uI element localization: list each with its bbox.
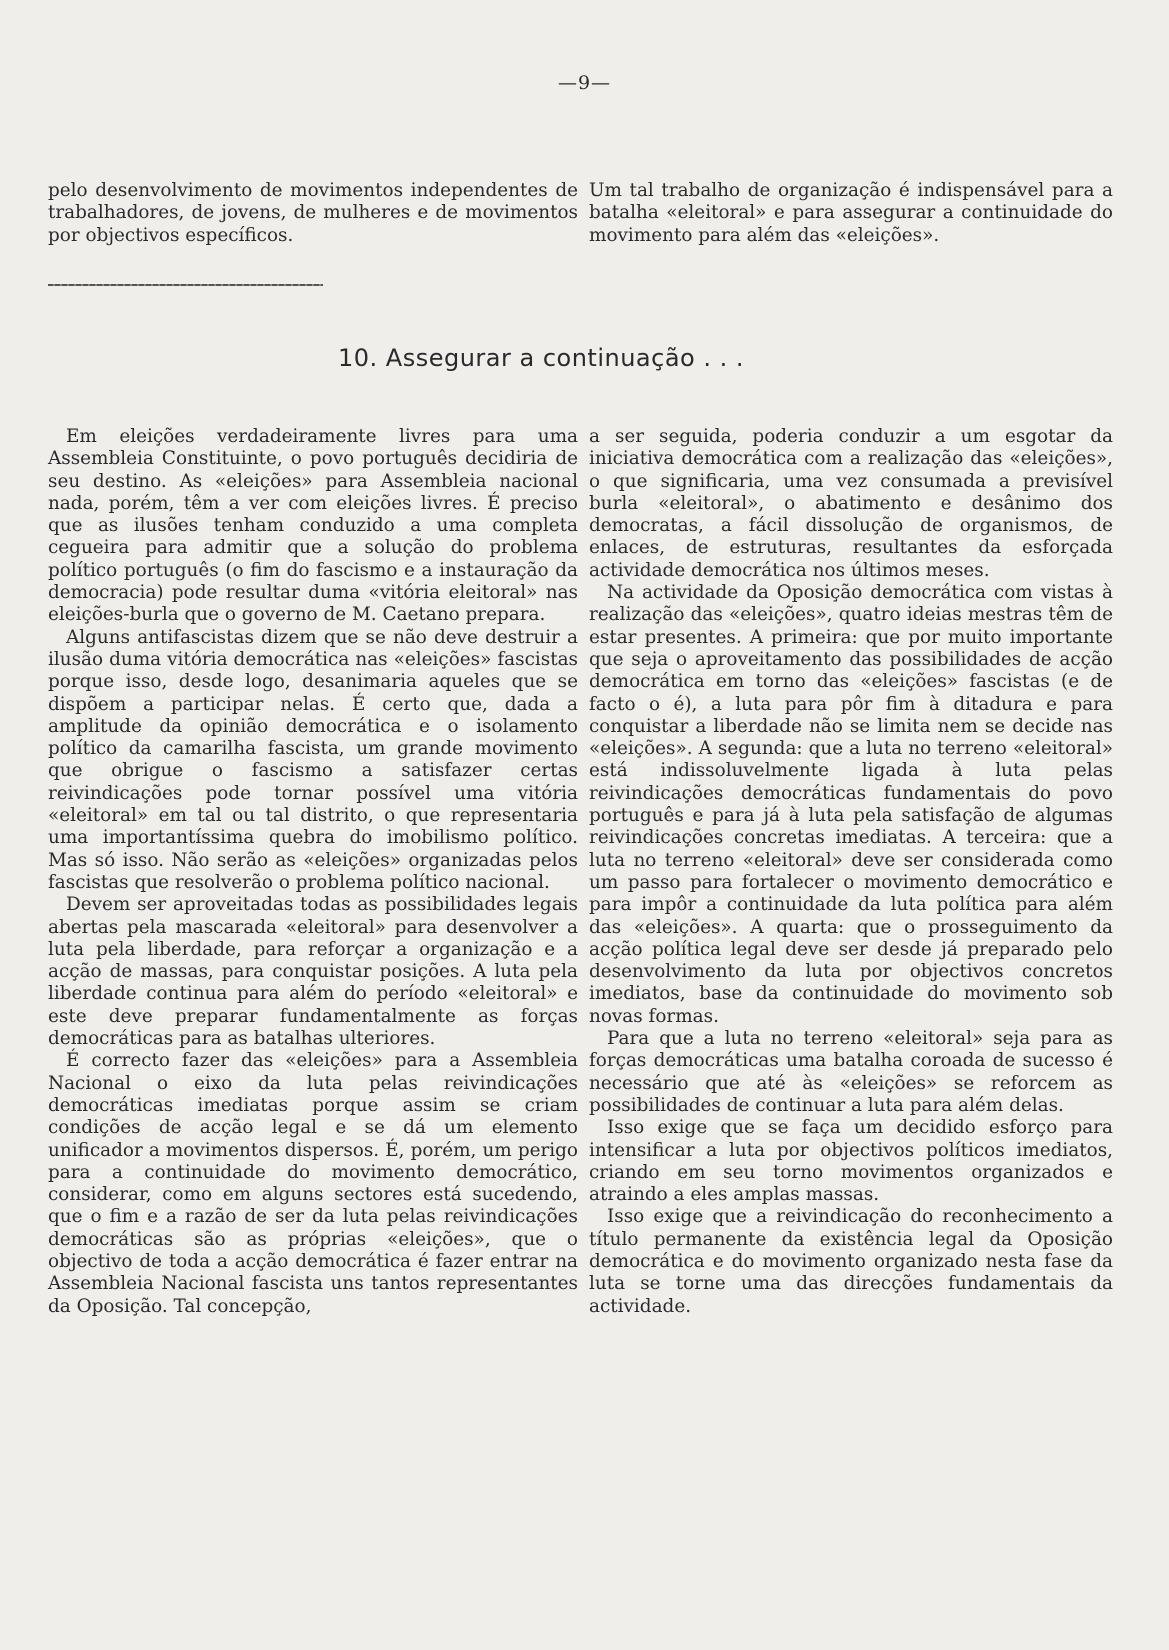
paragraph: Para que a luta no terreno «eleitoral» seja para as forças democráticas uma batalha coroada de sucesso é necessário que até às «eleições» se reforcem as possibilidades de continuar a luta para além delas. [589,1028,1113,1116]
section-heading: 10. Assegurar a continuação . . . [338,344,744,372]
paragraph: a ser seguida, poderia conduzir a um esgotar da iniciativa democrática com a realização das «eleições», o que significaria, uma vez consumada a previsível burla «eleitoral», o abatimento e desânimo dos democratas, a fácil dissolução de organismos, de enlaces, de estruturas, resultantes da esforçada actividade democrática nos últimos meses. [589,426,1113,581]
paragraph: É correcto fazer das «eleições» para a Assembleia Nacional o eixo da luta pelas reivindicações democráticas imediatas porque assim se criam condições de acção legal e se dá um elemento unificador a movimentos dispersos. É, porém, um perigo para a continuidade do movimento democrático, considerar, como em alguns sectores está sucedendo, que o fim e a razão de ser da luta pelas reivindicações democráticas são as próprias «eleições», que o objectivo de toda a acção democrática é fazer entrar na Assembleia Nacional fascista uns tantos representantes da Oposição. Tal concepção, [48,1050,578,1317]
paragraph: pelo desenvolvimento de movimentos independentes de trabalhadores, de jovens, de mulheres e de movimentos por objectivos específicos. [48,180,578,246]
section-divider [48,284,323,286]
paragraph: Um tal trabalho de organização é indispensável para a batalha «eleitoral» e para assegurar a continuidade do movimento para além das «eleições». [589,180,1113,246]
paragraph: Isso exige que se faça um decidido esforço para intensificar a luta por objectivos políticos imediatos, criando em seu torno movimentos organizados e atraindo a eles amplas massas. [589,1117,1113,1206]
right-column [589,426,1113,1318]
paragraph: Isso exige que a reivindicação do reconhecimento a título permanente da existência legal da Oposição democrática e do movimento organizado nesta fase da luta se torne uma das direcções fundamentais da actividade. [589,1206,1113,1317]
paragraph: Em eleições verdadeiramente livres para uma Assembleia Constituinte, o povo português decidiria de seu destino. As «eleições» para Assembleia nacional nada, porém, têm a ver com eleições livres. É preciso que as ilusões tenham conduzido a uma completa cegueira para admitir que a solução do problema político português (o fim do fascismo e a instauração da democracia) pode resultar duma «vitória eleitoral» nas eleições-burla que o governo de M. Caetano prepara. [48,426,578,626]
paragraph: Devem ser aproveitadas todas as possibilidades legais abertas pela mascarada «eleitoral» para desenvolver a luta pela liberdade, para reforçar a organização e a acção de massas, para conquistar posições. A luta pela liberdade continua para além do período «eleitoral» e este deve preparar fundamentalmente as forças democráticas para as batalhas ulteriores. [48,894,578,1050]
paragraph: Na actividade da Oposição democrática com vistas à realização das «eleições», quatro ideias mestras têm de estar presentes. A primeira: que por muito importante que seja o aproveitamento das possibilidades de acção democrática em torno das «eleições» fascistas (e de facto o é), a luta para pôr fim à ditadura e para conquistar a liberdade não se limita nem se decide nas «eleições». A segunda: que a luta no terreno «eleitoral» está indissoluvelmente ligada à luta pelas reivindicações democráticas fundamentais do povo português e para já à luta pela satisfação de algumas reivindicações concretas imediatas. A terceira: que a luta no terreno «eleitoral» deve ser considerada como um passo para fortalecer o movimento democrático e para impôr a continuidade da luta política para além das «eleições». A quarta: que o prosseguimento da acção política legal deve ser desde já preparado pelo desenvolvimento da luta por objectivos concretos imediatos, base da continuidade do movimento sob novas formas. [589,582,1113,1027]
top-left-text [48,180,578,247]
top-right-text [589,180,1113,247]
left-column [48,426,578,1318]
paragraph: Alguns antifascistas dizem que se não deve destruir a ilusão duma vitória democrática nas «eleições» fascistas porque isso, desde logo, desanimaria aqueles que se dispõem a participar nelas. É certo que, dada a amplitude da opinião democrática e o isolamento político da camarilha fascista, um grande movimento que obrigue o fascismo a satisfazer certas reivindicações pode tornar possível uma vitória «eleitoral» em tal ou tal distrito, o que representaria uma importantíssima quebra do imobilismo político. Mas só isso. Não serão as «eleições» organizadas pelos fascistas que resolverão o problema político nacional. [48,626,578,893]
page-number: —9— [557,72,612,94]
